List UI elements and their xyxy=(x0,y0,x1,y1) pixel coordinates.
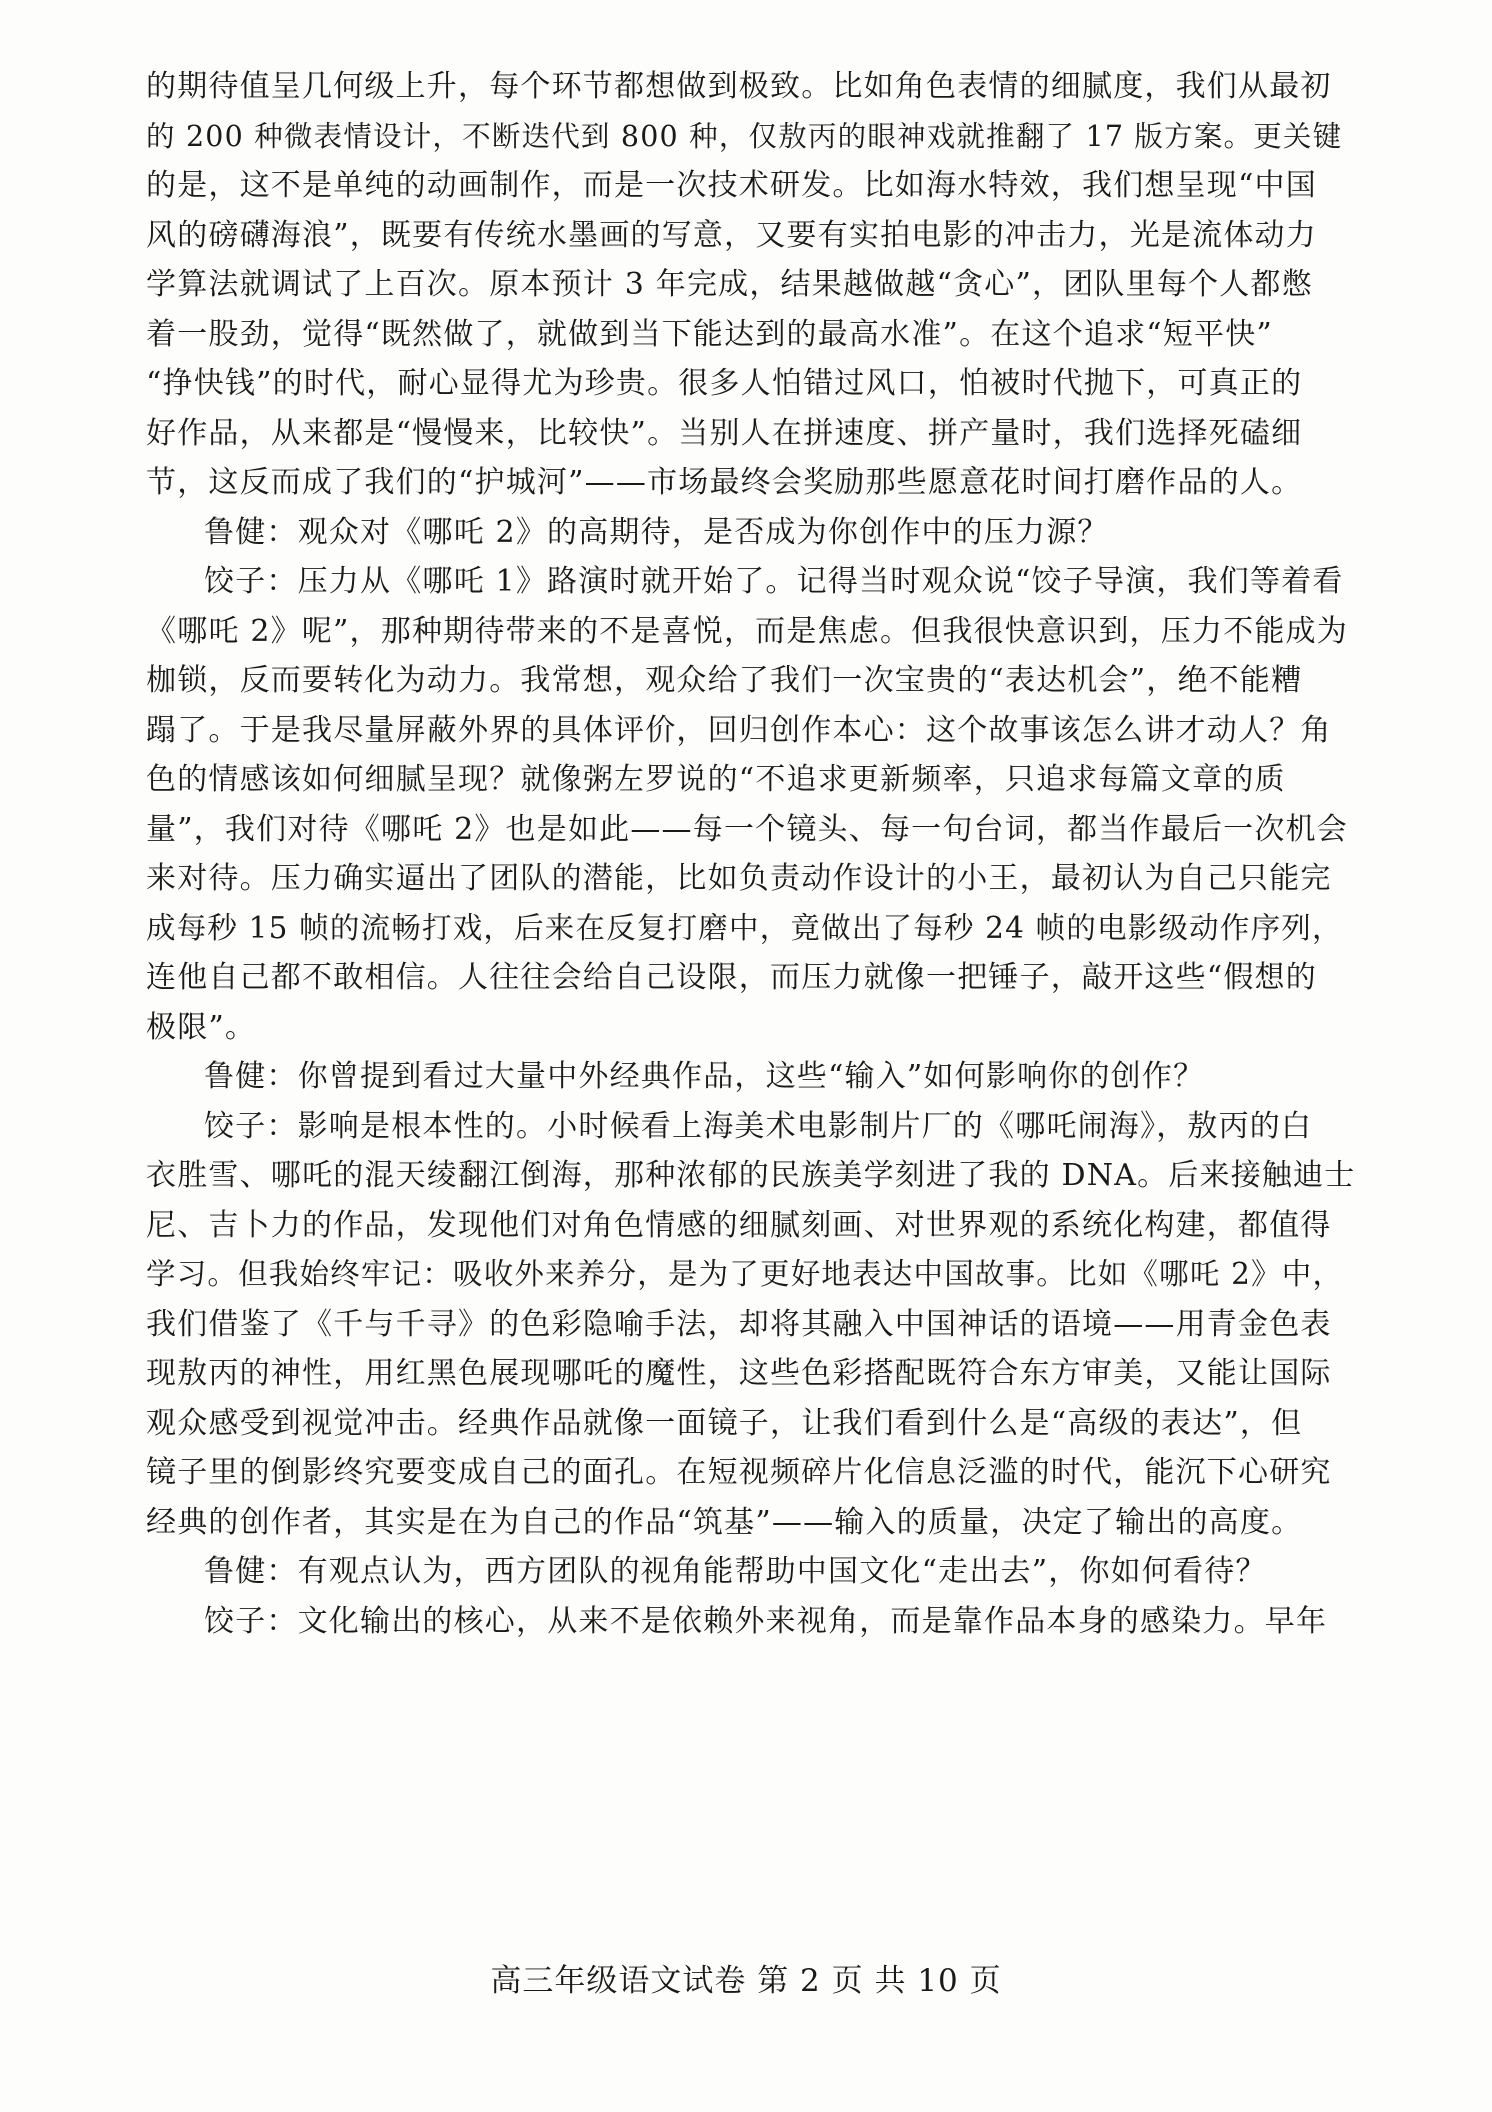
text-line: 饺子：文化输出的核心，从来不是依赖外来视角，而是靠作品本身的感染力。早年 xyxy=(204,1603,1328,1639)
text-line: 好作品，从来都是“慢慢来，比较快”。当别人在拼速度、拼产量时，我们选择死磕细 xyxy=(146,415,1303,451)
text-line: 的期待值呈几何级上升，每个环节都想做到极致。比如角色表情的细腻度，我们从最初 xyxy=(146,69,1332,104)
text-line: 极限”。 xyxy=(146,1009,257,1045)
text-line: 鲁健：你曾提到看过大量中外经典作品，这些“输入”如何影响你的创作？ xyxy=(204,1059,1205,1094)
text-line: 我们借鉴了《千与千寻》的色彩隐喻手法，却将其融入中国神话的语境——用青金色表 xyxy=(146,1306,1332,1342)
text-line: 学算法就调试了上百次。原本预计 3 年完成，结果越做越“贪心”，团队里每个人都憋 xyxy=(146,267,1313,302)
text-line: 的 200 种微表情设计，不断迭代到 800 种，仅敖丙的眼神戏就推翻了 17 版方案。更关键 xyxy=(146,119,1343,153)
text-line: 节，这反而成了我们的“护城河”——市场最终会奖励那些愿意花时间打磨作品的人。 xyxy=(146,465,1303,500)
text-line: 枷锁，反而要转化为动力。我常想，观众给了我们一次宝贵的“表达机会”，绝不能糟 xyxy=(146,663,1303,698)
text-line: 观众感受到视觉冲击。经典作品就像一面镜子，让我们看到什么是“高级的表达”，但 xyxy=(146,1405,1303,1441)
text-line: 学习。但我始终牢记：吸收外来养分，是为了更好地表达中国故事。比如《哪吒 2》中， xyxy=(146,1257,1344,1291)
text-line: 着一股劲，觉得“既然做了，就做到当下能达到的最高水准”。在这个追求“短平快” xyxy=(146,316,1273,352)
text-line: 鲁健：观众对《哪吒 2》的高期待，是否成为你创作中的压力源？ xyxy=(204,514,1109,550)
text-line: 《哪吒 2》呢”，那种期待带来的不是喜悦，而是焦虑。但我很快意识到，压力不能成为 xyxy=(146,613,1348,649)
text-line: 量”，我们对待《哪吒 2》也是如此——每一个镜头、每一句台词，都当作最后一次机会 xyxy=(146,811,1348,847)
text-line: “挣快钱”的时代，耐心显得尤为珍贵。很多人怕错过风口，怕被时代抛下，可真正的 xyxy=(146,366,1303,401)
text-line: 现敖丙的神性，用红黑色展现哪吒的魔性，这些色彩搭配既符合东方审美，又能让国际 xyxy=(146,1356,1332,1391)
text-line: 来对待。压力确实逼出了团队的潜能，比如负责动作设计的小王，最初认为自己只能完 xyxy=(146,861,1332,896)
text-line: 衣胜雪、哪吒的混天绫翻江倒海，那种浓郁的民族美学刻进了我的 DNA。后来接触迪士 xyxy=(146,1158,1356,1193)
text-line: 经典的创作者，其实是在为自己的作品“筑基”——输入的质量，决定了输出的高度。 xyxy=(146,1504,1303,1540)
text-line: 风的磅礴海浪”，既要有传统水墨画的写意，又要有实拍电影的冲击力，光是流体动力 xyxy=(146,217,1317,253)
text-line: 饺子：影响是根本性的。小时候看上海美术电影制片厂的《哪吒闹海》，敖丙的白 xyxy=(204,1108,1313,1144)
text-line: 色的情感该如何细腻呈现？就像粥左罗说的“不追求更新频率，只追求每篇文章的质 xyxy=(146,762,1286,797)
text-line: 尼、吉卜力的作品，发现他们对角色情感的细腻刻画、对世界观的系统化构建，都值得 xyxy=(146,1207,1332,1243)
page-footer: 高三年级语文试卷 第 2 页 共 10 页 xyxy=(490,1963,1002,1999)
text-line: 的是，这不是单纯的动画制作，而是一次技术研发。比如海水特效，我们想呈现“中国 xyxy=(146,168,1317,203)
text-line: 连他自己都不敢相信。人往往会给自己设限，而压力就像一把锤子，敲开这些“假想的 xyxy=(146,960,1317,995)
article-body xyxy=(146,62,1358,1646)
text-line: 饺子：压力从《哪吒 1》路演时就开始了。记得当时观众说“饺子导演，我们等着看 xyxy=(204,564,1344,599)
text-line: 鲁健：有观点认为，西方团队的视角能帮助中国文化“走出去”，你如何看待？ xyxy=(204,1554,1267,1589)
text-line: 成每秒 15 帧的流畅打戏，后来在反复打磨中，竟做出了每秒 24 帧的电影级动作序列， xyxy=(146,910,1343,945)
text-line: 蹋了。于是我尽量屏蔽外界的具体评价，回归创作本心：这个故事该怎么讲才动人？角 xyxy=(146,712,1332,748)
text-line: 镜子里的倒影终究要变成自己的面孔。在短视频碎片化信息泛滥的时代，能沉下心研究 xyxy=(146,1455,1332,1490)
